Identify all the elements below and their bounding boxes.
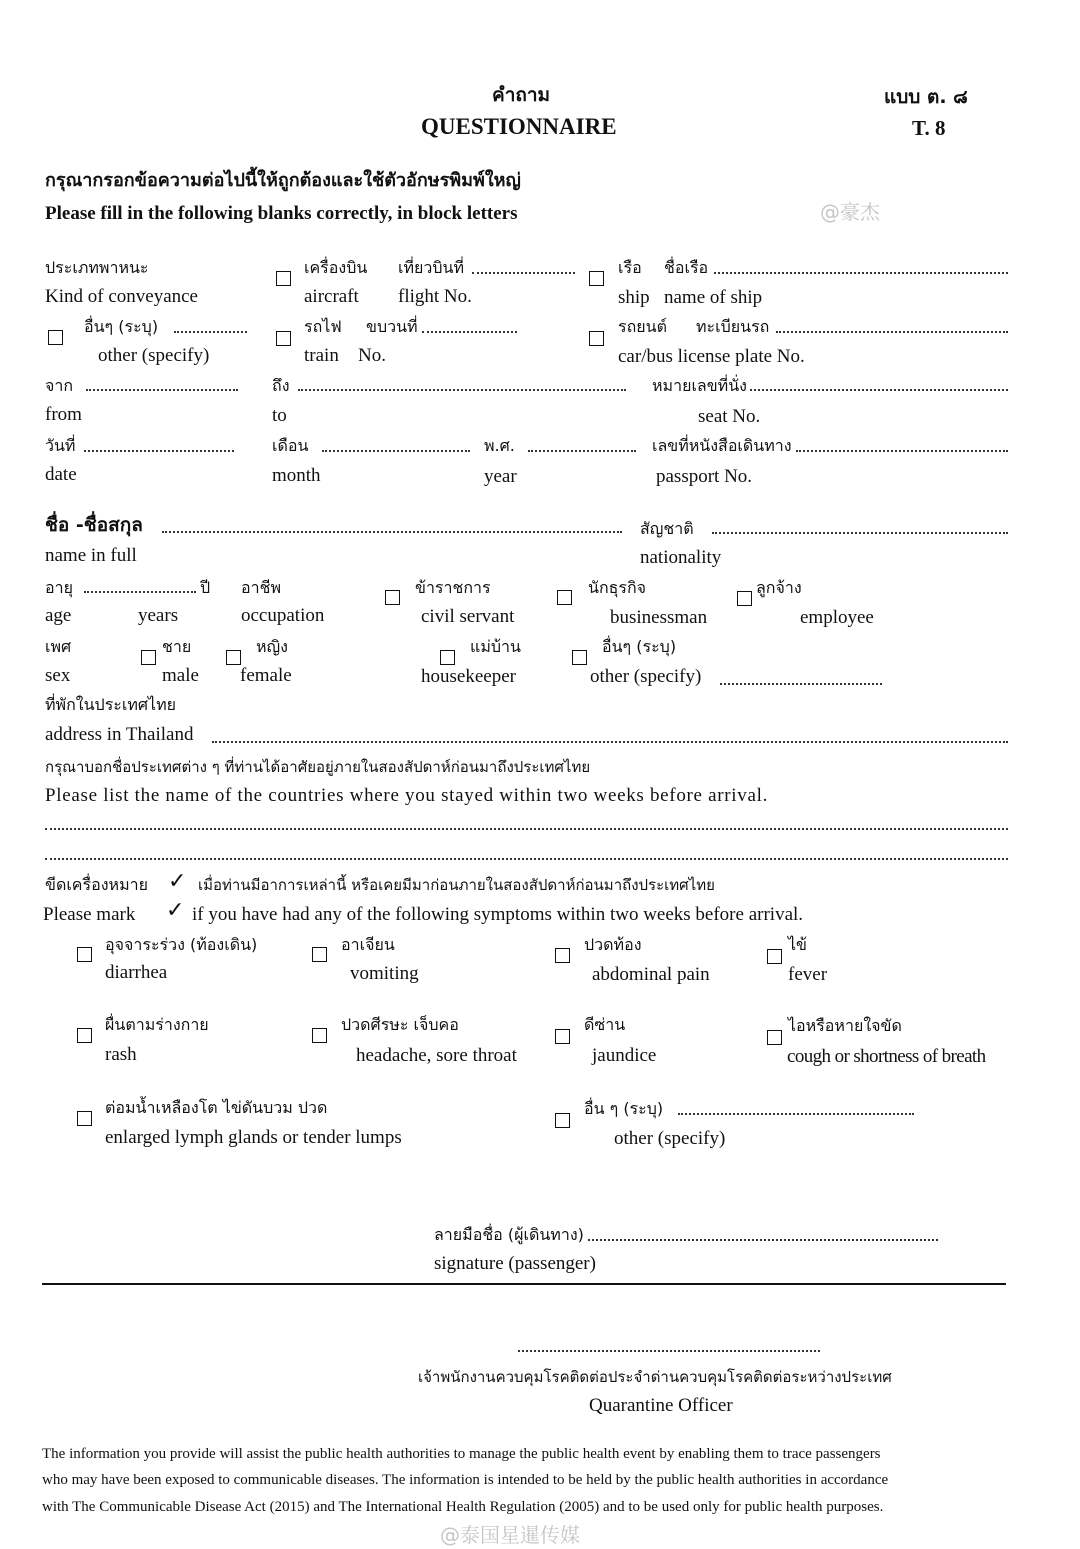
seat-field[interactable]: [750, 389, 1008, 391]
year-label: year: [484, 466, 517, 487]
symptom-label: vomiting: [350, 963, 419, 984]
symptom-label: fever: [788, 964, 828, 985]
diarrhea-checkbox[interactable]: [77, 947, 92, 962]
aircraft-checkbox[interactable]: [276, 271, 291, 286]
train-label-thai: รถไฟ: [304, 317, 342, 336]
male-label-thai: ชาย: [162, 637, 192, 656]
headache-checkbox[interactable]: [312, 1028, 327, 1043]
watermark: @豪杰: [820, 200, 880, 224]
signature-field[interactable]: [588, 1239, 938, 1241]
symptom-label-thai: ผื่นตามร่างกาย: [105, 1015, 209, 1034]
other-conveyance-label: other (specify): [98, 345, 210, 366]
flight-label-thai: เที่ยวบินที่: [398, 258, 465, 277]
male-checkbox[interactable]: [141, 650, 156, 665]
female-checkbox[interactable]: [226, 650, 241, 665]
officer-label: Quarantine Officer: [589, 1395, 733, 1416]
other-occupation-label-thai: อื่นๆ (ระบุ): [602, 637, 677, 656]
mark-label-thai: ขีดเครื่องหมาย: [45, 875, 148, 894]
passport-field[interactable]: [796, 450, 1008, 452]
aircraft-label-thai: เครื่องบิน: [304, 258, 368, 277]
date-field[interactable]: [84, 450, 234, 452]
name-field[interactable]: [162, 531, 622, 533]
female-label: female: [240, 665, 292, 686]
train-number-label-thai: ขบวนที่: [366, 317, 418, 336]
countries-field-line-2[interactable]: [45, 858, 1008, 860]
symptom-label: enlarged lymph glands or tender lumps: [105, 1127, 402, 1148]
symptom-label-thai: ไอหรือหายใจขัด: [788, 1016, 902, 1035]
civil-servant-label: civil servant: [421, 606, 515, 627]
other-symptom-field[interactable]: [678, 1113, 914, 1115]
symptom-label-thai: ไข้: [788, 935, 807, 954]
other-occupation-field[interactable]: [720, 683, 882, 685]
month-label: month: [272, 465, 321, 486]
nationality-label-thai: สัญชาติ: [640, 519, 694, 538]
symptom-label: diarrhea: [105, 962, 168, 983]
flight-label: flight No.: [398, 286, 472, 307]
vomiting-checkbox[interactable]: [312, 947, 327, 962]
other-conveyance-label-thai: อื่นๆ (ระบุ): [84, 317, 159, 336]
train-number-label: No.: [358, 345, 386, 366]
employee-label: employee: [800, 607, 874, 628]
housekeeper-label: housekeeper: [421, 666, 516, 687]
name-label-thai: ชื่อ -ชื่อสกุล: [45, 514, 143, 536]
car-checkbox[interactable]: [589, 331, 604, 346]
date-label: date: [45, 464, 77, 485]
ship-name-label-thai: ชื่อเรือ: [664, 258, 709, 277]
housekeeper-checkbox[interactable]: [440, 650, 455, 665]
car-label-thai: รถยนต์: [618, 317, 667, 336]
years-label-thai: ปี: [200, 578, 211, 597]
countries-label: Please list the name of the countries where you stayed within two weeks before arrival.: [45, 785, 769, 806]
other-symptom-checkbox[interactable]: [555, 1113, 570, 1128]
age-label-thai: อายุ: [45, 578, 73, 597]
abdominal-pain-checkbox[interactable]: [555, 948, 570, 963]
seat-label-thai: หมายเลขที่นั่ง: [652, 376, 747, 395]
symptom-label: jaundice: [592, 1045, 657, 1066]
other-conveyance-checkbox[interactable]: [48, 330, 63, 345]
checkmark-icon: ✓: [168, 868, 187, 893]
mark-text-thai: เมื่อท่านมีอาการเหล่านี้ หรือเคยมีมาก่อนภายในสองสัปดาห์ก่อนมาถึงประเทศไทย: [198, 876, 715, 894]
symptom-label-thai: ปวดศีรษะ เจ็บคอ: [341, 1015, 459, 1034]
cough-checkbox[interactable]: [767, 1030, 782, 1045]
businessman-label: businessman: [610, 607, 708, 628]
passport-label: passport No.: [656, 466, 753, 487]
nationality-label: nationality: [640, 547, 722, 568]
symptom-label: abdominal pain: [592, 964, 710, 985]
name-label: name in full: [45, 545, 137, 566]
symptom-label-thai: ดีซ่าน: [584, 1015, 626, 1034]
seat-label: seat No.: [698, 406, 761, 427]
year-label-thai: พ.ศ.: [484, 436, 515, 455]
conveyance-label: Kind of conveyance: [45, 286, 198, 307]
jaundice-checkbox[interactable]: [555, 1029, 570, 1044]
divider: [42, 1283, 1006, 1285]
employee-label-thai: ลูกจ้าง: [756, 578, 802, 597]
signature-label: signature (passenger): [434, 1253, 596, 1274]
form-number: T. 8: [912, 116, 946, 140]
female-label-thai: หญิง: [256, 637, 288, 656]
sex-label-thai: เพศ: [45, 637, 72, 656]
date-label-thai: วันที่: [45, 436, 76, 455]
other-occupation-checkbox[interactable]: [572, 650, 587, 665]
age-field[interactable]: [84, 591, 196, 593]
title-thai: คำถาม: [492, 84, 551, 106]
instruction-thai: กรุณากรอกข้อความต่อไปนี้ให้ถูกต้องและใช้ตัวอักษรพิมพ์ใหญ่: [45, 170, 521, 191]
from-label: from: [45, 404, 82, 425]
passport-label-thai: เลขที่หนังสือเดินทาง: [652, 436, 792, 455]
title: QUESTIONNAIRE: [421, 114, 617, 139]
conveyance-label-thai: ประเภทพาหนะ: [45, 258, 149, 277]
ship-name-label: name of ship: [664, 287, 763, 308]
address-label-thai: ที่พักในประเทศไทย: [45, 695, 177, 714]
businessman-label-thai: นักธุรกิจ: [588, 578, 647, 597]
disclaimer-line: who may have been exposed to communicable diseases. The information is intended to be held by the public health authorities in accordance: [42, 1472, 889, 1488]
years-label: years: [138, 605, 179, 626]
symptom-label-thai: อาเจียน: [341, 935, 395, 954]
flight-number-field[interactable]: [472, 272, 575, 274]
sex-label: sex: [45, 665, 71, 686]
to-label: to: [272, 405, 287, 426]
nationality-field[interactable]: [712, 532, 1008, 534]
lymph-glands-checkbox[interactable]: [77, 1111, 92, 1126]
aircraft-label: aircraft: [304, 286, 359, 307]
month-field[interactable]: [322, 450, 470, 452]
to-label-thai: ถึง: [272, 376, 290, 395]
ship-label-thai: เรือ: [618, 258, 642, 277]
to-field[interactable]: [298, 389, 626, 391]
officer-signature-field[interactable]: [518, 1350, 820, 1352]
symptom-label: rash: [105, 1044, 137, 1065]
rash-checkbox[interactable]: [77, 1028, 92, 1043]
ship-name-field[interactable]: [714, 272, 1008, 274]
year-field[interactable]: [528, 450, 636, 452]
address-field[interactable]: [212, 741, 1008, 743]
symptom-label-thai: ปวดท้อง: [584, 935, 642, 954]
fever-checkbox[interactable]: [767, 949, 782, 964]
civil-servant-checkbox[interactable]: [385, 590, 400, 605]
from-label-thai: จาก: [45, 376, 74, 395]
housekeeper-label-thai: แม่บ้าน: [470, 637, 521, 656]
address-label: address in Thailand: [45, 724, 194, 745]
month-label-thai: เดือน: [272, 436, 309, 455]
form-number-thai: แบบ ต. ๘: [884, 86, 968, 108]
disclaimer-line: The information you provide will assist the public health authorities to manage the public health event by enabling them to trace passengers: [42, 1446, 881, 1462]
mark-text: if you have had any of the following symptoms within two weeks before arrival.: [192, 904, 804, 925]
age-label: age: [45, 605, 72, 626]
symptom-label-thai: อื่น ๆ (ระบุ): [584, 1099, 664, 1118]
from-field[interactable]: [86, 389, 238, 391]
employee-checkbox[interactable]: [737, 591, 752, 606]
signature-label-thai: ลายมือชื่อ (ผู้เดินทาง): [434, 1225, 584, 1244]
train-checkbox[interactable]: [276, 331, 291, 346]
instruction: Please fill in the following blanks correctly, in block letters: [45, 203, 518, 224]
civil-servant-label-thai: ข้าราชการ: [415, 578, 491, 597]
watermark: @泰国星暹传媒: [440, 1523, 580, 1547]
license-plate-field[interactable]: [776, 331, 1008, 333]
countries-label-thai: กรุณาบอกชื่อประเทศต่าง ๆ ที่ท่านได้อาศัยอยู่ภายในสองสัปดาห์ก่อนมาถึงประเทศไทย: [45, 758, 591, 776]
countries-field-line-1[interactable]: [45, 828, 1008, 830]
disclaimer-line: with The Communicable Disease Act (2015) and The International Health Regulation (2005) and to be used only for public health purposes.: [42, 1499, 884, 1515]
occupation-label-thai: อาชีพ: [241, 578, 281, 597]
checkmark-icon: ✓: [166, 897, 185, 922]
occupation-label: occupation: [241, 605, 325, 626]
symptom-label: cough or shortness of breath: [787, 1046, 986, 1067]
ship-checkbox[interactable]: [589, 271, 604, 286]
mark-label: Please mark: [43, 904, 136, 925]
license-plate-label: car/bus license plate No.: [618, 346, 805, 367]
ship-label: ship: [618, 287, 650, 308]
officer-label-thai: เจ้าพนักงานควบคุมโรคติดต่อประจำด่านควบคุมโรคติดต่อระหว่างประเทศ: [418, 1368, 892, 1386]
train-label: train: [304, 345, 339, 366]
symptom-label: headache, sore throat: [356, 1045, 517, 1066]
symptom-label-thai: อุจจาระร่วง (ท้องเดิน): [105, 935, 258, 954]
plate-label-thai: ทะเบียนรถ: [696, 317, 770, 336]
train-number-field[interactable]: [422, 331, 517, 333]
businessman-checkbox[interactable]: [557, 590, 572, 605]
symptom-label-thai: ต่อมน้ำเหลืองโต ไข่ดันบวม ปวด: [105, 1098, 328, 1117]
other-conveyance-field[interactable]: [174, 331, 247, 333]
other-occupation-label: other (specify): [590, 666, 702, 687]
male-label: male: [162, 665, 199, 686]
symptom-label: other (specify): [614, 1128, 726, 1149]
